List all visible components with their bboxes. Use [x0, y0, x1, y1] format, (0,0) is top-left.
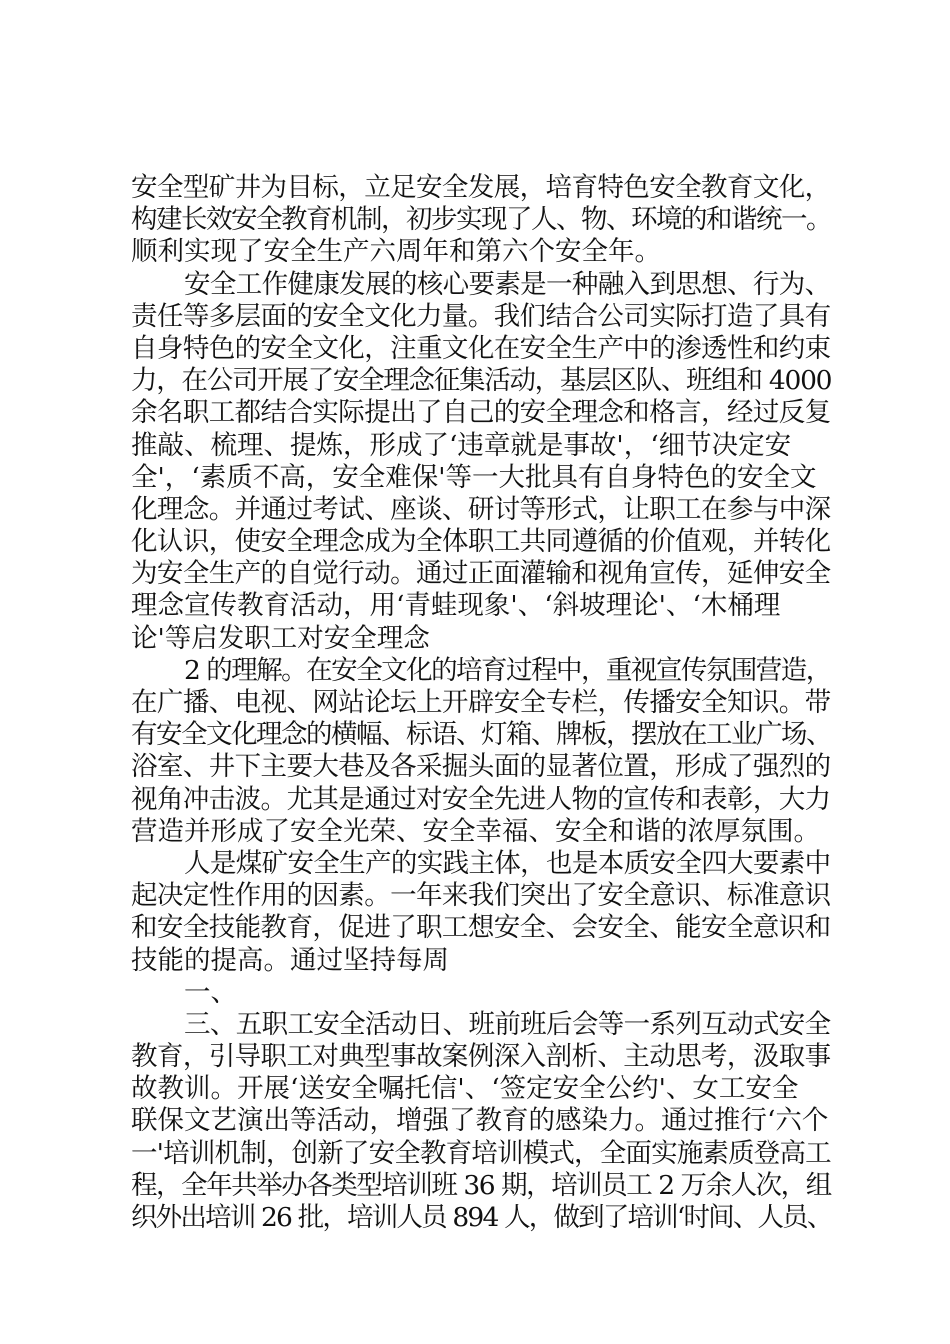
text-line: 教育，引导职工对典型事故案例深入剖析、主动思考，汲取事: [131, 1041, 831, 1073]
text-line: 顺利实现了安全生产六周年和第六个安全年。: [131, 236, 661, 268]
text-line: 织外出培训 26 批，培训人员 894 人，做到了培训‘时间、人员、: [131, 1202, 832, 1233]
text-line: 程，全年共举办各类型培训班 36 期，培训员工 2 万余人次，组: [131, 1169, 831, 1201]
text-line: 全'，‘素质不高，安全难保'等一大批具有自身特色的安全文: [131, 461, 817, 493]
text-line: 一'培训机制，创新了安全教育培训模式，全面实施素质登高工: [131, 1137, 831, 1169]
document-body: [131, 172, 831, 1234]
text-line: 余名职工都结合实际提出了自己的安全理念和格言，经过反复: [131, 397, 831, 429]
text-line: 浴室、井下主要大巷及各采掘头面的显著位置，形成了强烈的: [131, 751, 831, 783]
text-line: 视角冲击波。尤其是通过对安全先进人物的宣传和表彰，大力: [131, 783, 831, 815]
text-line: 营造并形成了安全光荣、安全幸福、安全和谐的浓厚氛围。: [131, 815, 820, 847]
text-line: 力，在公司开展了安全理念征集活动，基层区队、班组和 4000: [131, 365, 832, 397]
text-line: 化理念。并通过考试、座谈、研讨等形式，让职工在参与中深: [131, 493, 831, 525]
text-line: 和安全技能教育，促进了职工想安全、会安全、能安全意识和: [131, 912, 831, 944]
text-line: 构建长效安全教育机制，初步实现了人、物、环境的和谐统一。: [131, 204, 831, 236]
text-line: 安全型矿井为目标，立足安全发展，培育特色安全教育文化，: [131, 172, 831, 203]
text-line: 推敲、梳理、提炼，形成了‘违章就是事故'，‘细节决定安: [131, 429, 792, 461]
text-line: 有安全文化理念的横幅、标语、灯箱、牌板，摆放在工业广场、: [131, 719, 831, 751]
text-line: 人是煤矿安全生产的实践主体，也是本质安全四大要素中: [184, 847, 831, 879]
text-line: 责任等多层面的安全文化力量。我们结合公司实际打造了具有: [131, 300, 831, 332]
text-line: 一、: [184, 976, 237, 1008]
text-line: 联保文艺演出等活动，增强了教育的感染力。通过推行‘六个: [131, 1105, 829, 1137]
text-line: 起决定性作用的因素。一年来我们突出了安全意识、标准意识: [131, 880, 831, 912]
text-line: 化认识，使安全理念成为全体职工共同遵循的价值观，并转化: [131, 526, 831, 558]
text-line: 安全工作健康发展的核心要素是一种融入到思想、行为、: [184, 268, 831, 300]
text-line: 自身特色的安全文化，注重文化在安全生产中的渗透性和约束: [131, 332, 831, 364]
text-line: 在广播、电视、网站论坛上开辟安全专栏，传播安全知识。带: [131, 687, 831, 718]
text-line: 论'等启发职工对安全理念: [131, 622, 430, 654]
text-line: 2 的理解。在安全文化的培育过程中，重视宣传氛围营造，: [184, 654, 831, 686]
text-line: 技能的提高。通过坚持每周: [131, 944, 449, 976]
text-line: 三、五职工安全活动日、班前班后会等一系列互动式安全: [184, 1008, 831, 1040]
text-line: 故教训。开展‘送安全嘱托信'、‘签定安全公约'、女工安全: [131, 1073, 799, 1105]
text-line: 为安全生产的自觉行动。通过正面灌输和视角宣传，延伸安全: [131, 558, 831, 590]
text-line: 理念宣传教育活动，用‘青蛙现象'、‘斜坡理论'、‘木桶理: [131, 590, 781, 622]
